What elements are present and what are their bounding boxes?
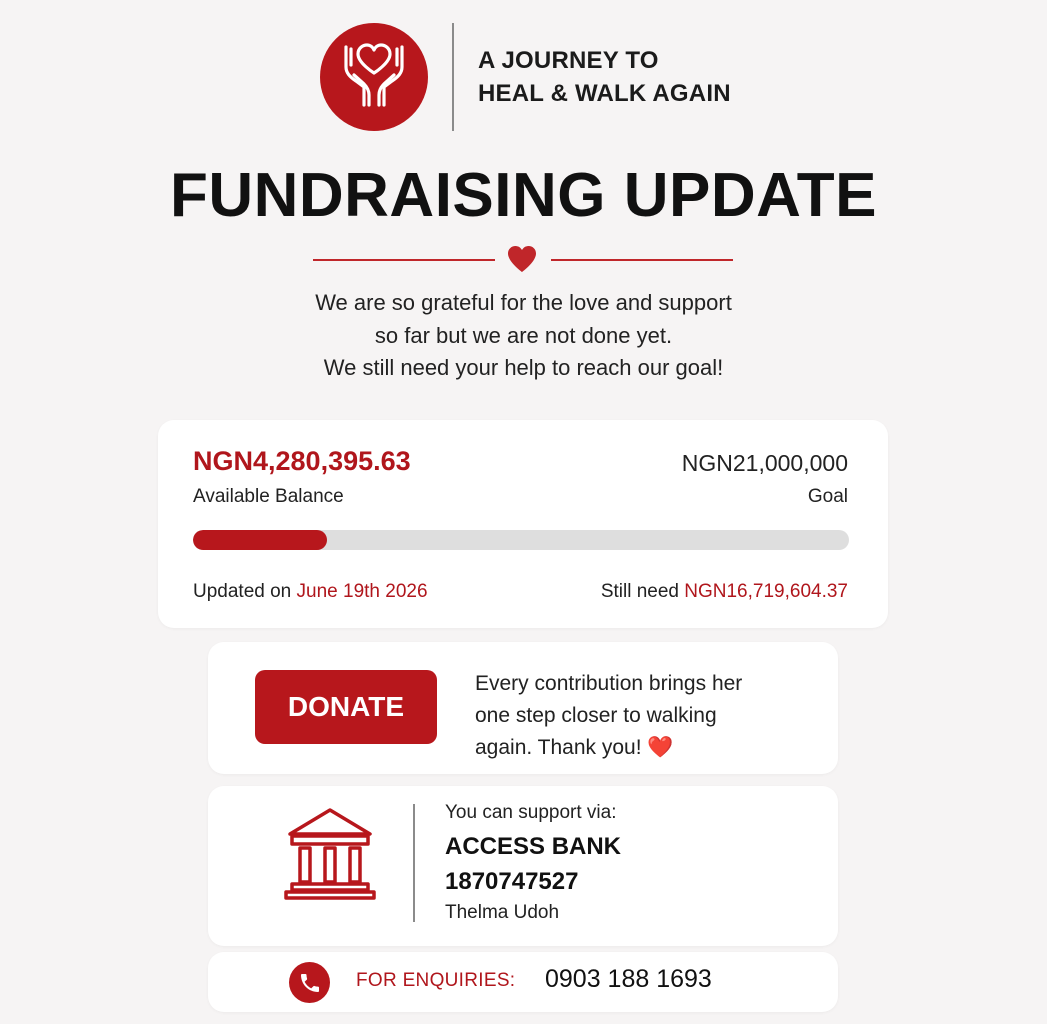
enquiries-card: [208, 952, 838, 1012]
enquiries-phone-number[interactable]: 0903 188 1693: [545, 965, 712, 993]
updated-date: June 19th 2026: [296, 581, 428, 602]
support-via-label: You can support via:: [445, 802, 617, 823]
tagline: [478, 44, 731, 110]
intro-line-1: We are so grateful for the love and support: [315, 290, 732, 315]
heart-divider: [313, 244, 733, 274]
donate-button[interactable]: DONATE: [255, 670, 437, 744]
bank-divider: [413, 804, 415, 922]
progress-bar-fill: [193, 530, 327, 550]
balance-card: [158, 420, 888, 628]
bank-building-icon: [284, 804, 376, 900]
donate-card: [208, 642, 838, 774]
still-need-prefix: Still need: [600, 581, 679, 602]
donate-message-line-2: one step closer to walking: [475, 704, 717, 727]
divider-line-right: [551, 259, 733, 261]
page-title: FUNDRAISING UPDATE: [169, 161, 878, 230]
updated-on: [193, 581, 428, 603]
goal-amount: NGN21,000,000: [681, 450, 848, 476]
intro-line-2: so far but we are not done yet.: [374, 322, 673, 348]
logo: [320, 23, 428, 131]
available-balance-label: Available Balance: [193, 486, 344, 507]
intro-line-3: We still need your help to reach our goal!: [323, 355, 724, 380]
still-need: [601, 581, 848, 603]
tagline-line-1: A JOURNEY TO: [478, 47, 659, 74]
heart-icon: [505, 244, 539, 274]
divider-line-left: [313, 259, 495, 261]
intro-text: [0, 287, 1047, 385]
progress-bar: [193, 530, 849, 550]
bank-card: [208, 786, 838, 946]
account-number: 1870747527: [445, 868, 579, 895]
account-holder: Thelma Udoh: [445, 902, 560, 923]
heart-hands-icon: [334, 37, 414, 117]
header: [320, 22, 731, 132]
available-balance-amount: NGN4,280,395.63: [193, 446, 411, 476]
phone-icon[interactable]: [289, 962, 330, 1003]
header-divider: [452, 23, 454, 131]
tagline-line-2: HEAL & WALK AGAIN: [478, 80, 731, 107]
donate-message: [475, 668, 742, 764]
updated-prefix: Updated on: [193, 581, 292, 602]
still-need-amount: NGN16,719,604.37: [684, 581, 848, 602]
donate-message-line-1: Every contribution brings her: [475, 672, 743, 695]
bank-name: ACCESS BANK: [445, 833, 622, 860]
enquiries-label: FOR ENQUIRIES:: [356, 970, 516, 991]
goal-label: Goal: [807, 486, 848, 507]
donate-message-line-3: again. Thank you! ❤️: [475, 736, 674, 759]
